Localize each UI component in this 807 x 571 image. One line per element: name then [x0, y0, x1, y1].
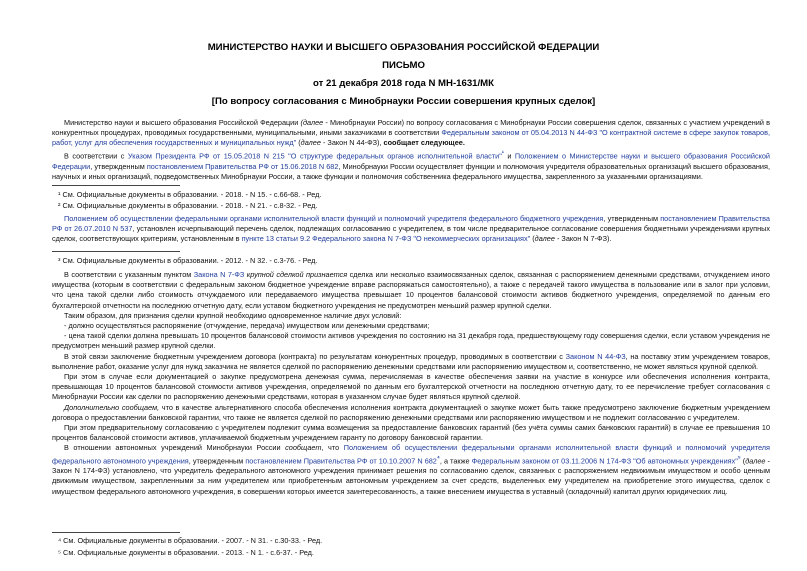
footnote-3: ³ См. Официальные документы в образовании. - 2012. - N 32. - с.3-76. - Ред. [58, 256, 318, 265]
law-174fz-link[interactable]: Федеральным законом от 03.11.2006 N 174-ФЗ "Об автономных учреждениях" [471, 456, 738, 466]
law-44fz-short-link[interactable]: Законом N 44-ФЗ [565, 351, 626, 361]
footnote-1: ¹ См. Официальные документы в образовании. - 2018. - N 15. - с.66-68. - Ред. [58, 190, 322, 199]
presidential-decree-link[interactable]: Указом Президента РФ от 15.05.2018 N 215 "О структуре федеральных органов исполнительной власти" [127, 151, 502, 161]
condition-1: - должно осуществляться распоряжение (отчуждение, передача) имуществом или денежными средствами; [64, 321, 430, 331]
doc-type-heading: ПИСЬМО [382, 60, 425, 71]
paragraph-budget-institution-regulation: Положением об осуществлении федеральными органами исполнительной власти функций и полномочий учредителя федерального бюджетного учреждения, утвержденным постановлением Правительства РФ от 26.07.2010 N 537, установлен исчерпывающий перечень сделок, подлежащих согласованию с учредителем, в том числе предварительное согласование совершения бюджетными учреждениями крупных сделок, соответствующих критериям, установленным в пункте 13 статьи 9.2 Федерального закона N 7-ФЗ "О некоммерческих организациях" (далее - Закон N 7-ФЗ). [52, 214, 770, 244]
resolution-682-link[interactable]: постановлением Правительства РФ от 15.06.2018 N 682 [146, 161, 339, 171]
paragraph-contract-conclusion: В этой связи заключение бюджетным учреждением договора (контракта) по результатам конкурентных процедур, проводимых в соответствии с Законом N 44-ФЗ, на поставку этим учреждением товаров, выполнение работ, оказание услуг для нужд заказчика не является сделкой по распоряжению денежными средствами или распоряжению имуществом и, соответственно, не может являться крупной сделкой. [52, 351, 771, 371]
footnote-4: ⁴ См. Официальные документы в образовании. - 2007. - N 31. - с.30-33. - Ред. [58, 536, 323, 545]
paragraph-founder-functions: В соответствии с Указом Президента РФ от 15.05.2018 N 215 "О структуре федеральных органов исполнительной власти"$^{^1}$ и Положением о Министерстве науки и высшего образования Российской Федерации, утвержденным постановлением Правительства РФ от 15.06.2018 N 682, Минобрнауки России осуществляет функции и полномочия учредителя образовательных организаций высшего образования, научных и иных организаций, подведомственных Минобрнауки России, а также функции и полномочия собственника федерального имущества, закрепленного за указанными организациями. [52, 150, 771, 181]
subject-heading: [По вопросу согласования с Минобрнауки России совершения крупных сделок] [211, 96, 596, 107]
paragraph-bank-guarantee: Дополнительно сообщаем, что в качестве альтернативного способа обеспечения исполнения контракта документацией о закупке может быть также предусмотрено заключение бюджетным учреждением договора о предоставлении банковской гарантии, что также не является сделкой по распоряжению денежными средствами или распоряжению имуществом и не подлежит согласованию с учредителем. [52, 402, 770, 422]
law-7fz-short-link[interactable]: Закона N 7-ФЗ [193, 270, 245, 279]
condition-2: - цена такой сделки должна превышать 10 процентов балансовой стоимости активов учреждения по состоянию на 31 декабря года, предшествующему году совершения сделки, если уставом учреждения не предусмотрен меньший размер крупной сделки. [52, 331, 770, 351]
footnote-divider [52, 251, 180, 252]
paragraph-guarantee-fee: При этом предварительному согласованию с учредителем подлежит сумма возмещения за предоставление банковских гарантий (без учёта суммы самих банковских гарантий) в случае ее превышения 10 процентов балансовой стоимости активов, уплачиваемой бюджетным учреждением гаранту по договору банковской гарантии. [52, 423, 770, 443]
paragraph-two-conditions: Таким образом, для признания сделки крупной необходимо одновременное наличие двух условий: [64, 310, 402, 320]
autonomous-institution-regulation-link[interactable]: Положением об осуществлении федеральными органами исполнительной власти функций и полномочий учредителя федерального автономного учреждения [52, 443, 771, 466]
footnote-divider [52, 185, 180, 186]
paragraph-major-deal-definition: В соответствии с указанным пунктом Закона N 7-ФЗ крупной сделкой признается сделка или несколько взаимосвязанных сделок, связанная с распоряжением денежными средствами, отчуждением иного имущества (которым в соответствии с федеральным законом бюджетное учреждение вправе распоряжаться самостоятельно), а также с передачей такого имущества в пользование или в залог при условии, что цена такой сделки либо стоимость отчуждаемого или передаваемого имущества превышает 10 процентов балансовой стоимости активов бюджетного учреждения, определяемой по данным его бухгалтерской отчетности на последнюю отчетную дату, если уставом бюджетного учреждения не предусмотрен меньший размер крупной сделки. Таким образом, для признания сделки крупной необходимо одновременное наличие двух условий: - должно осуществляться распоряжение (отчуждение, передача) имуществом или денежными средствами; - цена такой сделки должна превышать 10 процентов балансовой стоимости активов учреждения по состоянию на 31 декабря года, предшествующему году совершения сделки, если уставом учреждения не предусмотрен меньший размер крупной сделки. В этой связи заключение бюджетным учреждением договора (контракта) по результатам конкурентных процедур, проводимых в соответствии с Законом N 44-ФЗ, на поставку этим учреждением товаров, выполнение работ, оказание услуг для нужд заказчика не является сделкой по распоряжению денежными средствами или распоряжению имуществом и, соответственно, не может являться крупной сделкой. При этом в случае если документацией о закупке предусмотрена денежная сумма, перечисляемая в качестве обеспечения заявки на участие в конкурсе или обеспечения исполнения контракта, превышающая 10 процентов балансовой стоимости активов учреждения, определяемой по данным его бухгалтерской отчетности на последнюю отчетную дату, то ее перечисление требует согласования с Минобрнауки России как сделки по распоряжению денежными средствами, которая в указанном случае будет являться крупной сделкой. Дополнительно сообщаем, что в качестве альтернативного способа обеспечения исполнения контракта документацией о закупке может быть также предусмотрено заключение бюджетным учреждением договора о предоставлении банковской гарантии, что также не является сделкой по распоряжению денежными средствами или распоряжению имуществом и не подлежит согласованию с учредителем. При этом предварительному согласованию с учредителем подлежит сумма возмещения за предоставление банковских гарантий (без учёта суммы самих банковских гарантий) в случае ее превышения 10 процентов балансовой стоимости активов, уплачиваемой бюджетным учреждением гаранту по договору банковской гарантии. В отношении автономных учреждений Минобрнауки России сообщает, что Положением об осуществлении федеральными органами исполнительной власти функций и полномочий учредителя федерального автономного учреждения, утвержденным постановлением Правительства РФ от 10.10.2007 N $682^{^4}$, а также Федеральным законом от 03.11.2006 N 174-ФЗ "Об автономных учреждениях"$^{^5}$ (далее - Закон N 174-ФЗ) установлено, что учредитель федерального автономного учреждения принимает решения по согласованию сделок, связанных с распоряжением недвижимым имуществом и особо ценным движимым имуществом, закрепленными за ним учредителем или приобретенным автономным учреждением за счет средств, выделенных ему учредителем на приобретение этого имущества, сделок с имуществом федерального автономного учреждения, в совершении которых имеется заинтересованность, а также внесением имущества в уставный (складочный) капитал других юридических лиц. [52, 270, 771, 496]
paragraph-autonomous-institutions: В отношении автономных учреждений Минобрнауки России сообщает, что Положением об осуществлении федеральными органами исполнительной власти функций и полномочий учредителя федерального автономного учреждения, утвержденным постановлением Правительства РФ от 10.10.2007 N $682^{^4}$, а также Федеральным законом от 03.11.2006 N 174-ФЗ "Об автономных учреждениях"$^{^5}$ (далее - Закон N 174-ФЗ) установлено, что учредитель федерального автономного учреждения принимает решения по согласованию сделок, связанных с распоряжением недвижимым имуществом и особо ценным движимым имуществом, закрепленными за ним учредителем или приобретенным автономным учреждением за счет средств, выделенных ему учредителем на приобретение этого имущества, сделок с имуществом федерального автономного учреждения, в совершении которых имеется заинтересованность, а также внесением имущества в уставный (складочный) капитал других юридических лиц. [52, 443, 771, 496]
ministry-heading: МИНИСТЕРСТВО НАУКИ И ВЫСШЕГО ОБРАЗОВАНИЯ РОССИЙСКОЙ ФЕДЕРАЦИИ [207, 42, 600, 53]
footnote-5: ⁵ См. Официальные документы в образовании. - 2013. - N 1. - с.6-37. - Ред. [58, 548, 314, 557]
law-44fz-link[interactable]: Федеральным законом от 05.04.2013 N 44-ФЗ "О контрактной системе в сфере закупок товаров, работ, услуг для обеспечения государственных и муниципальных нужд" [52, 128, 771, 148]
ministry-regulation-link[interactable]: Положением о Министерстве науки и высшего образования Российской Федерации [52, 151, 771, 171]
footnote-divider [52, 532, 180, 533]
resolution-682-2007-link[interactable]: постановлением Правительства РФ от 10.10.2007 N 682 [245, 456, 437, 466]
paragraph-security-deposit: При этом в случае если документацией о закупке предусмотрена денежная сумма, перечисляемая в качестве обеспечения заявки на участие в конкурсе или обеспечения исполнения контракта, превышающая 10 процентов балансовой стоимости активов учреждения, определяемой по данным его бухгалтерской отчетности на последнюю отчетную дату, то ее перечисление требует согласования с Минобрнауки России как сделки по распоряжению денежными средствами, которая в указанном случае будет являться крупной сделкой. [52, 372, 770, 402]
law-7fz-link[interactable]: пункте 13 статьи 9.2 Федерального закона N 7-ФЗ "О некоммерческих организациях" [241, 234, 531, 244]
date-number-heading: от 21 декабря 2018 года N МН-1631/МК [312, 78, 495, 89]
budget-institution-regulation-link[interactable]: Положением об осуществлении федеральными органами исполнительной власти функций и полномочий учредителя федерального бюджетного учреждения [64, 214, 604, 223]
footnote-2: ² См. Официальные документы в образовании. - 2018. - N 21. - с.8-32. - Ред. [58, 201, 318, 210]
resolution-537-link[interactable]: постановлением Правительства РФ от 26.07.2010 N 537 [52, 214, 770, 234]
paragraph-intro: Министерство науки и высшего образования Российской Федерации (далее - Минобрнауки России) по вопросу согласования с Минобрнауки России совершения сделок, связанных с участием учреждений в конкурентных процедурах, проводимых государственными, муниципальными, иными заказчиками в соответствии Федеральным законом от 05.04.2013 N 44-ФЗ "О контрактной системе в сфере закупок товаров, работ, услуг для обеспечения государственных и муниципальных нужд" (далее - Закон N 44-ФЗ), сообщает следующее. [52, 118, 771, 148]
